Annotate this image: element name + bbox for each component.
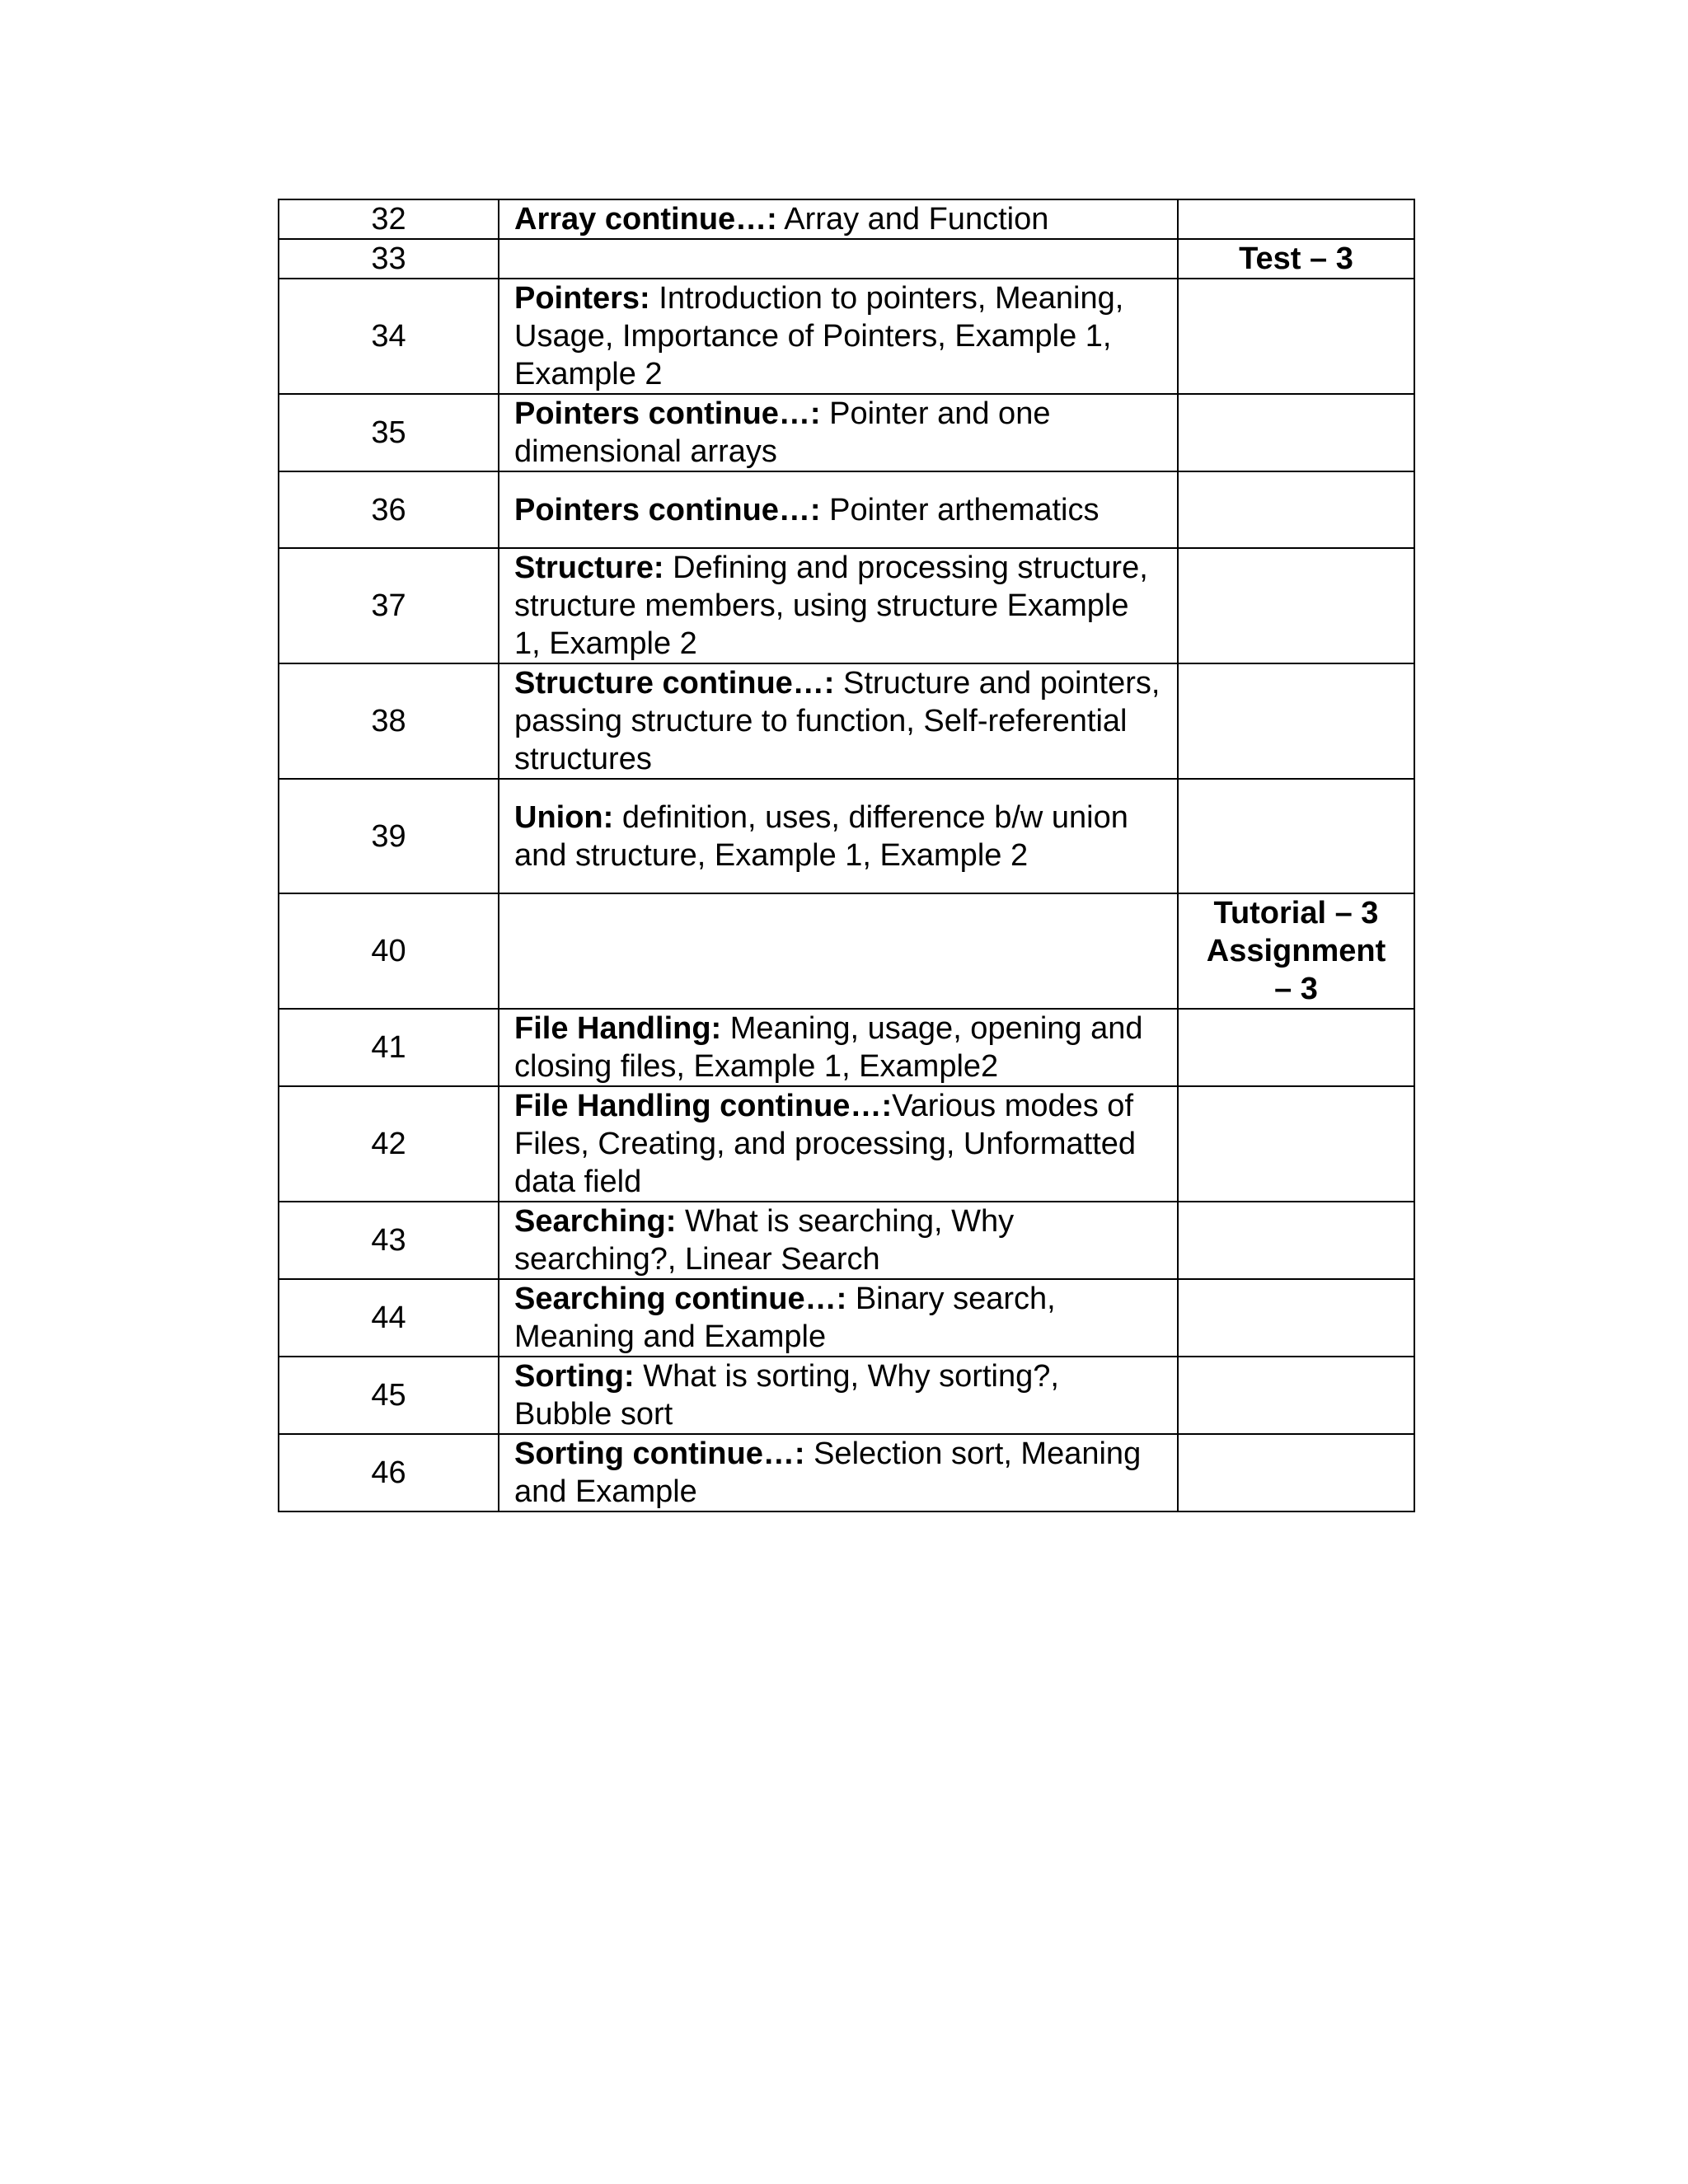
lecture-number-cell: 35 [279, 394, 499, 471]
topic-text: Selection sort, Meaning and Example [514, 1436, 1142, 1509]
topic-heading: File Handling continue…: [514, 1089, 893, 1123]
topic-heading: Pointers: [514, 281, 650, 316]
topic-cell [499, 471, 1178, 548]
topic-text: Array and Function [776, 202, 1049, 237]
topic-text: What is sorting, Why sorting?, Bubble sort [514, 1359, 1059, 1432]
topic-cell [499, 1279, 1178, 1357]
table-row [279, 548, 1414, 663]
topic-cell [499, 1202, 1178, 1279]
topic-cell [499, 1434, 1178, 1511]
topic-heading: File Handling: [514, 1011, 722, 1046]
lecture-plan-body [279, 199, 1414, 1511]
table-row [279, 1086, 1414, 1202]
activity-cell [1178, 471, 1414, 548]
topic-text: Introduction to pointers, Meaning, Usage, Importance of Pointers, Example 1, Example 2 [514, 281, 1124, 391]
lecture-number-cell: 33 [279, 239, 499, 279]
lecture-number-cell: 43 [279, 1202, 499, 1279]
topic-text: definition, uses, difference b/w union and structure, Example 1, Example 2 [514, 799, 1128, 873]
table-row [279, 471, 1414, 548]
topic-cell [499, 1357, 1178, 1434]
activity-cell [1178, 1279, 1414, 1357]
table-row [279, 394, 1414, 471]
topic-text: Various modes of Files, Creating, and processing, Unformatted data field [514, 1089, 1137, 1199]
topic-heading: Searching continue…: [514, 1282, 847, 1316]
table-row [279, 779, 1414, 893]
table-row [279, 279, 1414, 394]
topic-heading: Structure continue…: [514, 666, 835, 701]
topic-cell [499, 548, 1178, 663]
lecture-number-cell: 42 [279, 1086, 499, 1202]
topic-heading: Pointers continue…: [514, 396, 821, 431]
lecture-number-cell: 36 [279, 471, 499, 548]
activity-cell [1178, 279, 1414, 394]
lecture-number-cell: 40 [279, 893, 499, 1009]
table-row [279, 1357, 1414, 1434]
activity-cell [1178, 548, 1414, 663]
table-row [279, 1434, 1414, 1511]
lecture-plan-table [278, 199, 1415, 1512]
table-row [279, 199, 1414, 239]
table-row [279, 239, 1414, 279]
activity-cell [1178, 1086, 1414, 1202]
topic-text: Defining and processing structure, structure members, using structure Example 1, Example 2 [514, 551, 1148, 661]
activity-cell [1178, 1202, 1414, 1279]
topic-heading: Pointers continue…: [514, 492, 821, 527]
activity-cell [1178, 239, 1414, 279]
table-row [279, 893, 1414, 1009]
topic-cell [499, 893, 1178, 1009]
activity-cell [1178, 199, 1414, 239]
topic-text: What is searching, Why searching?, Linear Search [514, 1204, 1015, 1277]
topic-text: Meaning, usage, opening and closing files, Example 1, Example2 [514, 1011, 1143, 1084]
activity-label: Assignment – 3 [1206, 934, 1386, 1006]
topic-text: Pointer and one dimensional arrays [514, 396, 1051, 469]
activity-cell [1178, 893, 1414, 1009]
activity-cell [1178, 394, 1414, 471]
lecture-number-cell: 45 [279, 1357, 499, 1434]
activity-cell [1178, 1009, 1414, 1086]
topic-heading: Array continue…: [514, 202, 777, 237]
topic-heading: Union: [514, 799, 614, 835]
topic-heading: Structure: [514, 551, 664, 585]
topic-text: Binary search, Meaning and Example [514, 1282, 1056, 1354]
topic-cell [499, 663, 1178, 779]
lecture-number-cell: 38 [279, 663, 499, 779]
topic-text: Pointer arthematics [820, 492, 1100, 527]
lecture-number-cell: 32 [279, 199, 499, 239]
topic-cell [499, 1009, 1178, 1086]
topic-heading: Sorting: [514, 1359, 635, 1394]
topic-cell [499, 199, 1178, 239]
table-row [279, 1279, 1414, 1357]
activity-cell [1178, 1434, 1414, 1511]
lecture-number-cell: 34 [279, 279, 499, 394]
topic-cell [499, 394, 1178, 471]
activity-label: Tutorial – 3 [1213, 896, 1379, 930]
topic-heading: Sorting continue…: [514, 1436, 805, 1471]
activity-cell [1178, 663, 1414, 779]
lecture-number-cell: 37 [279, 548, 499, 663]
table-row [279, 1202, 1414, 1279]
lecture-number-cell: 39 [279, 779, 499, 893]
activity-label: Test – 3 [1239, 241, 1353, 276]
topic-cell [499, 239, 1178, 279]
topic-heading: Searching: [514, 1204, 677, 1239]
activity-cell [1178, 779, 1414, 893]
lecture-number-cell: 41 [279, 1009, 499, 1086]
topic-cell [499, 279, 1178, 394]
topic-cell [499, 1086, 1178, 1202]
table-row [279, 1009, 1414, 1086]
topic-cell [499, 779, 1178, 893]
topic-text: Structure and pointers, passing structure to function, Self-referential structures [514, 666, 1160, 776]
activity-cell [1178, 1357, 1414, 1434]
lecture-number-cell: 46 [279, 1434, 499, 1511]
lecture-number-cell: 44 [279, 1279, 499, 1357]
table-row [279, 663, 1414, 779]
